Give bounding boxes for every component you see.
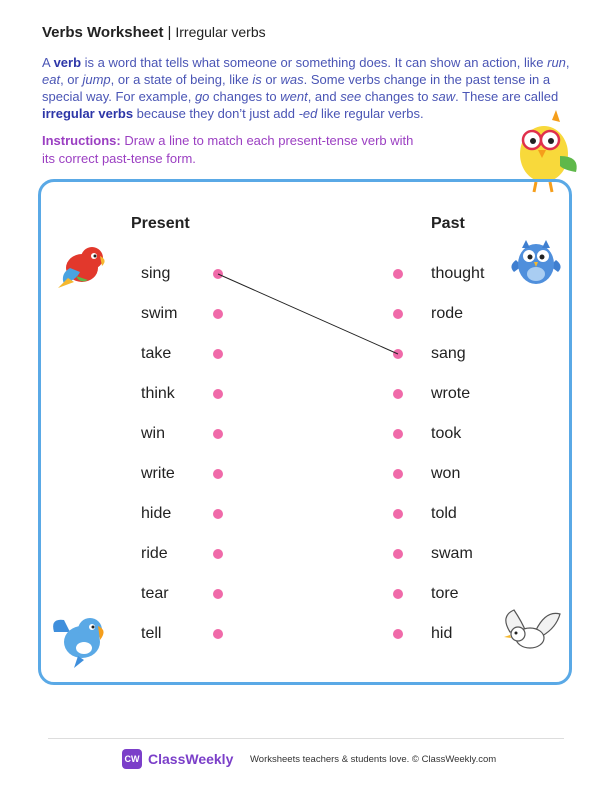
intro-example: saw: [432, 89, 456, 104]
past-verb: thought: [431, 265, 485, 282]
present-verb: sing: [141, 265, 171, 282]
intro-text: . These are called: [455, 89, 559, 104]
intro-text: A: [42, 55, 54, 70]
intro-example: jump: [82, 72, 111, 87]
intro-text: changes to: [209, 89, 281, 104]
worksheet-title: Verbs Worksheet: [42, 24, 164, 41]
intro-example: eat: [42, 72, 61, 87]
intro-text: . Some verbs change in the past tense in a special way. For example,: [42, 72, 551, 104]
instructions-label: Instructions:: [42, 133, 121, 148]
past-verb: swam: [431, 545, 473, 562]
intro-text: , or: [60, 72, 83, 87]
present-verb: write: [141, 465, 175, 482]
instructions-text: Draw a line to match each present-tense verb with its correct past-tense form.: [42, 133, 414, 166]
intro-verb-term: verb: [53, 55, 82, 70]
present-verb: ride: [141, 545, 168, 562]
blue-parrot-icon: [48, 610, 112, 670]
past-verb: wrote: [431, 385, 471, 402]
example-match-line: [218, 274, 398, 354]
past-verb: won: [431, 465, 461, 482]
footer-tagline: Worksheets teachers & students love. © ClassWeekly.com: [250, 754, 497, 765]
past-verb: told: [431, 505, 457, 522]
seagull-icon: [500, 608, 562, 658]
intro-text: or: [261, 72, 281, 87]
intro-example: see: [340, 89, 362, 104]
present-verb: win: [141, 425, 166, 442]
blue-owl-icon: [508, 236, 564, 290]
intro-example: run: [547, 55, 566, 70]
intro-text: , and: [307, 89, 341, 104]
intro-text: because they don’t just add: [133, 106, 299, 121]
present-verb: tell: [141, 625, 162, 642]
brand-name: ClassWeekly: [148, 751, 234, 767]
classweekly-logo-icon: CW: [122, 749, 142, 769]
present-heading: Present: [131, 215, 190, 232]
intro-text: , or a state of being, like: [110, 72, 253, 87]
red-parrot-icon: [56, 238, 110, 292]
intro-example: -ed: [298, 106, 318, 121]
present-verb: take: [141, 345, 172, 362]
present-verb: think: [141, 385, 175, 402]
intro-example: is: [252, 72, 262, 87]
intro-irregular-term: irregular verbs: [42, 106, 134, 121]
intro-text: like regular verbs.: [317, 106, 424, 121]
present-verb: tear: [141, 585, 169, 602]
past-heading: Past: [431, 215, 465, 232]
intro-text: changes to: [361, 89, 433, 104]
present-verb: hide: [141, 505, 172, 522]
present-verb: swim: [141, 305, 178, 322]
past-verb: rode: [431, 305, 464, 322]
footer-divider: [48, 738, 564, 739]
past-verb: hid: [431, 625, 453, 642]
past-verb: tore: [431, 585, 459, 602]
intro-example: go: [194, 89, 210, 104]
intro-text: ,: [565, 55, 570, 70]
intro-example: went: [280, 89, 308, 104]
worksheet-subtitle: Irregular verbs: [175, 24, 266, 40]
header-separator: |: [167, 24, 172, 41]
intro-example: was: [280, 72, 304, 87]
intro-text: is a word that tells what someone or something does. It can show an action, like: [81, 55, 548, 70]
past-verb: sang: [431, 345, 466, 362]
past-verb: took: [431, 425, 462, 442]
